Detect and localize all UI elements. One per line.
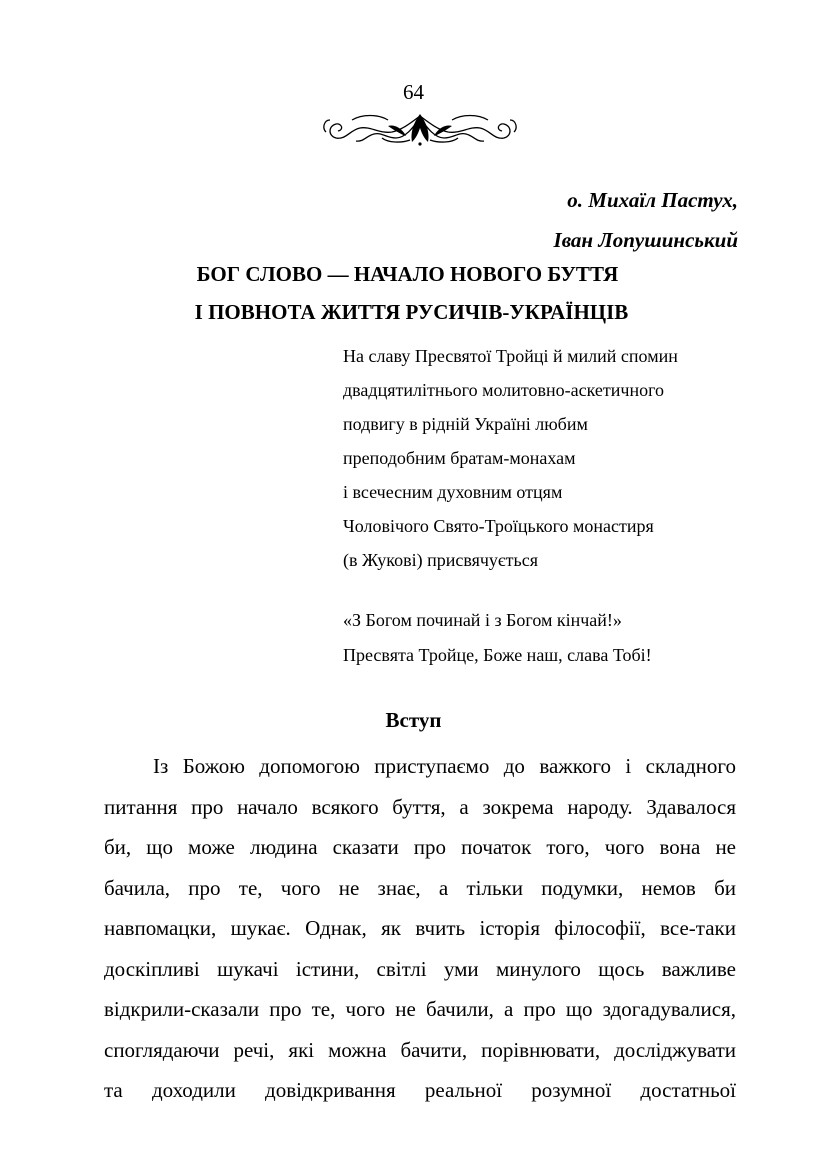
article-title-line-1: БОГ СЛОВО — НАЧАЛО НОВОГО БУТТЯ (196, 262, 619, 286)
dedication-line: На славу Пресвятої Тройці й милий спомин (343, 346, 678, 366)
body-line: доскіпливі шукачі істини, світлі уми минулого щось важливе (104, 956, 736, 981)
epigraph (343, 603, 652, 673)
dedication-line: двадцятилітнього молитовно-аскетичного (343, 380, 665, 400)
body-line: споглядаючи речі, які можна бачити, порівнювати, досліджувати (104, 1037, 736, 1062)
dedication-line: подвигу в рідній Україні любим (343, 414, 588, 434)
body-line: Із Божою допомогою приступаємо до важкого і складного (153, 754, 736, 778)
author-name-2: Іван Лопушинський (553, 228, 738, 252)
body-line: питання про начало всякого буття, а зокрема народу. Здавалося (104, 794, 736, 819)
dedication-line: преподобним братам-монахам (343, 448, 576, 468)
article-title-line-2: І ПОВНОТА ЖИТТЯ РУСИЧІВ-УКРАЇНЦІВ (194, 300, 629, 324)
page-number: 64 (403, 80, 424, 104)
decorative-ornament-icon (322, 108, 518, 148)
body-line: би, що може людина сказати про початок того, чого вона не (104, 835, 736, 859)
body-line: відкрили-сказали про те, чого не бачили, а про що здогадувалися, (104, 997, 736, 1021)
body-line: навпомацки, шукає. Однак, як вчить історія філософії, все-таки (104, 916, 736, 940)
epigraph-line: Пресвята Тройце, Боже наш, слава Тобі! (343, 645, 652, 665)
epigraph-line: «З Богом починай і з Богом кінчай!» (343, 610, 622, 630)
body-line: та доходили довідкривання реальної розумної достатньої (104, 1078, 736, 1102)
dedication-line: Чоловічого Свято-Троїцького монастиря (343, 516, 654, 536)
dedication-line: і всечесним духовним отцям (343, 482, 563, 502)
body-paragraph (104, 746, 736, 1111)
dedication-line: (в Жукові) присвячується (343, 550, 538, 570)
author-name-1: о. Михаїл Пастух, (567, 188, 738, 212)
section-heading: Вступ (385, 708, 442, 732)
body-line: бачила, про те, чого не знає, а тільки подумки, немов би (104, 875, 736, 900)
dedication (343, 339, 678, 577)
